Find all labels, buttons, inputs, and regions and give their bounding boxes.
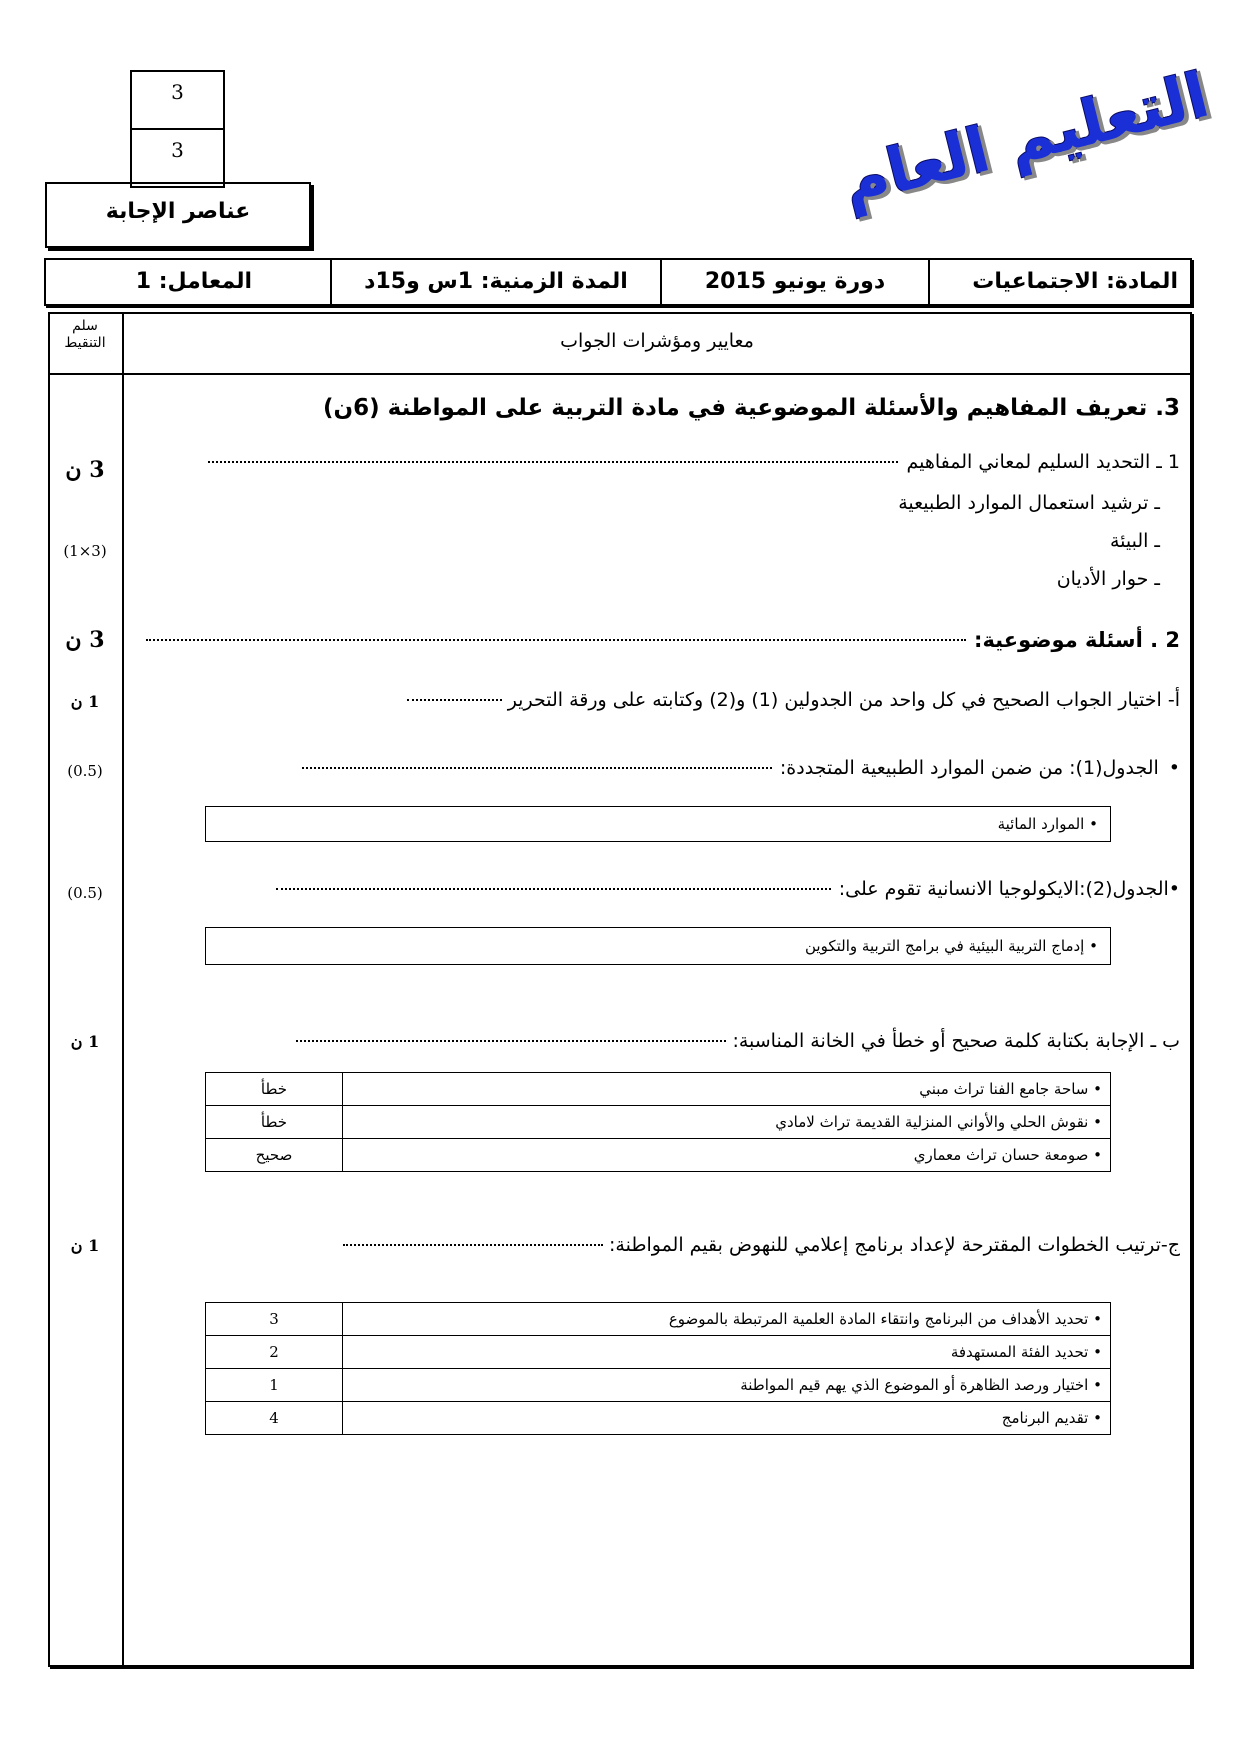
table2-answer-box [205, 927, 1111, 965]
step-cell [343, 1303, 1111, 1336]
statement: نقوش الحلي والأواني المنزلية القديمة تراث لامادي [775, 1113, 1089, 1131]
subject-cell: المادة: الاجتماعيات [928, 260, 1190, 304]
statement-cell [343, 1106, 1111, 1139]
qb-title: ب ـ الإجابة بكتابة كلمة صحيح أو خطأ في الخانة المناسبة: [732, 1030, 1180, 1052]
bullet: • [1093, 1409, 1102, 1427]
table2-score: (0.5) [67, 884, 103, 902]
order-cell: 3 [206, 1303, 343, 1336]
part2-title-row [146, 628, 1180, 652]
statement-cell [343, 1073, 1111, 1106]
qa-score: 1 ن [70, 692, 100, 711]
qc-score: 1 ن [70, 1236, 100, 1255]
dotted-leader [146, 639, 966, 641]
dotted-leader [276, 888, 831, 890]
answer-grid [48, 312, 1192, 1667]
table-row [206, 1402, 1111, 1435]
order-cell: 1 [206, 1369, 343, 1402]
column-divider [122, 312, 124, 1667]
total-pages-box: 3 [130, 128, 225, 188]
answer-cell: صحيح [206, 1139, 343, 1172]
part1-score: 3 ن [65, 457, 105, 483]
logo-general-education [835, 57, 1216, 220]
qb-title-row [296, 1030, 1180, 1052]
table-row [206, 1106, 1111, 1139]
part1-title-row [208, 451, 1180, 473]
bullet: • [1093, 1376, 1102, 1394]
dotted-leader [302, 767, 772, 769]
page-number-box: 3 [130, 70, 225, 130]
table2-label: الجدول(2):الايكولوجيا الانسانية تقوم على: [838, 878, 1169, 900]
bullet: • [1093, 1310, 1102, 1328]
part1-item: ـ حوار الأديان [1056, 568, 1160, 590]
criteria-header: معايير ومؤشرات الجواب [560, 330, 754, 352]
part1-score-detail: (1×3) [63, 542, 107, 560]
step: تقديم البرنامج [1001, 1409, 1089, 1427]
qc-title-row [343, 1234, 1180, 1256]
step: اختيار ورصد الظاهرة أو الموضوع الذي يهم قيم المواطنة [740, 1376, 1089, 1394]
ordering-table [205, 1302, 1111, 1435]
statement: ساحة جامع الفنا تراث مبني [919, 1080, 1089, 1098]
bullet: • [1168, 757, 1180, 779]
table-row [206, 1139, 1111, 1172]
bullet: • [1089, 937, 1098, 955]
order-cell: 2 [206, 1336, 343, 1369]
part2-title: 2 . أسئلة موضوعية: [974, 628, 1180, 652]
true-false-table [205, 1072, 1111, 1172]
step-cell [343, 1336, 1111, 1369]
statement: صومعة حسان تراث معماري [913, 1146, 1089, 1164]
table-row [206, 1369, 1111, 1402]
table-row [206, 1073, 1111, 1106]
dotted-leader [407, 699, 502, 701]
duration-cell: المدة الزمنية: 1س و15د [330, 260, 660, 304]
table1-label: الجدول(1): من ضمن الموارد الطبيعية المتجددة: [779, 757, 1159, 779]
coefficient-cell: المعامل: 1 [135, 269, 252, 294]
table2-answer: إدماج التربية البيئية في برامج التربية والتكوين [805, 937, 1085, 955]
session-cell: دورة يونيو 2015 [660, 260, 928, 304]
table1-score: (0.5) [67, 762, 103, 780]
part1-title: 1 ـ التحديد السليم لمعاني المفاهيم [906, 451, 1180, 473]
qa-title-row [407, 689, 1180, 711]
score-scale-header: سلم التنقيط [64, 318, 106, 351]
table1-answer-box [205, 806, 1111, 842]
bullet: • [1093, 1343, 1102, 1361]
part1-item: ـ ترشيد استعمال الموارد الطبيعية [898, 492, 1160, 514]
qa-title: أ- اختيار الجواب الصحيح في كل واحد من الجدولين (1) و(2) وكتابته على ورقة التحرير [507, 689, 1180, 711]
bullet: • [1093, 1146, 1102, 1164]
section-title: 3. تعريف المفاهيم والأسئلة الموضوعية في مادة التربية على المواطنة (6ن) [322, 395, 1180, 421]
dotted-leader [343, 1244, 603, 1246]
table1-answer: الموارد المائية [997, 815, 1085, 833]
part2-score: 3 ن [65, 627, 105, 653]
step: تحديد الأهداف من البرنامج وانتقاء المادة العلمية المرتبطة بالموضوع [668, 1310, 1089, 1328]
logo-text: التعليم العام [835, 57, 1216, 220]
bullet: • [1089, 815, 1098, 833]
qc-title: ج-ترتيب الخطوات المقترحة لإعداد برنامج إعلامي للنهوض بقيم المواطنة: [609, 1234, 1180, 1256]
bullet: • [1093, 1080, 1102, 1098]
answer-cell: خطأ [206, 1106, 343, 1139]
order-cell: 4 [206, 1402, 343, 1435]
step-cell [343, 1369, 1111, 1402]
answers-title: عناصر الإجابة [45, 182, 311, 248]
part1-item: ـ البيئة [1109, 530, 1160, 552]
dotted-leader [296, 1040, 726, 1042]
dotted-leader [208, 461, 898, 463]
qb-score: 1 ن [70, 1032, 100, 1051]
table-row [206, 1303, 1111, 1336]
table-row [206, 1336, 1111, 1369]
bullet: • [1093, 1113, 1102, 1131]
table1-label-row [302, 757, 1180, 779]
step: تحديد الفئة المستهدفة [950, 1343, 1089, 1361]
answer-cell: خطأ [206, 1073, 343, 1106]
statement-cell [343, 1139, 1111, 1172]
step-cell [343, 1402, 1111, 1435]
exam-header [44, 258, 1192, 306]
header-divider [48, 373, 1192, 375]
bullet: • [1168, 878, 1180, 900]
table2-label-row [276, 878, 1180, 900]
